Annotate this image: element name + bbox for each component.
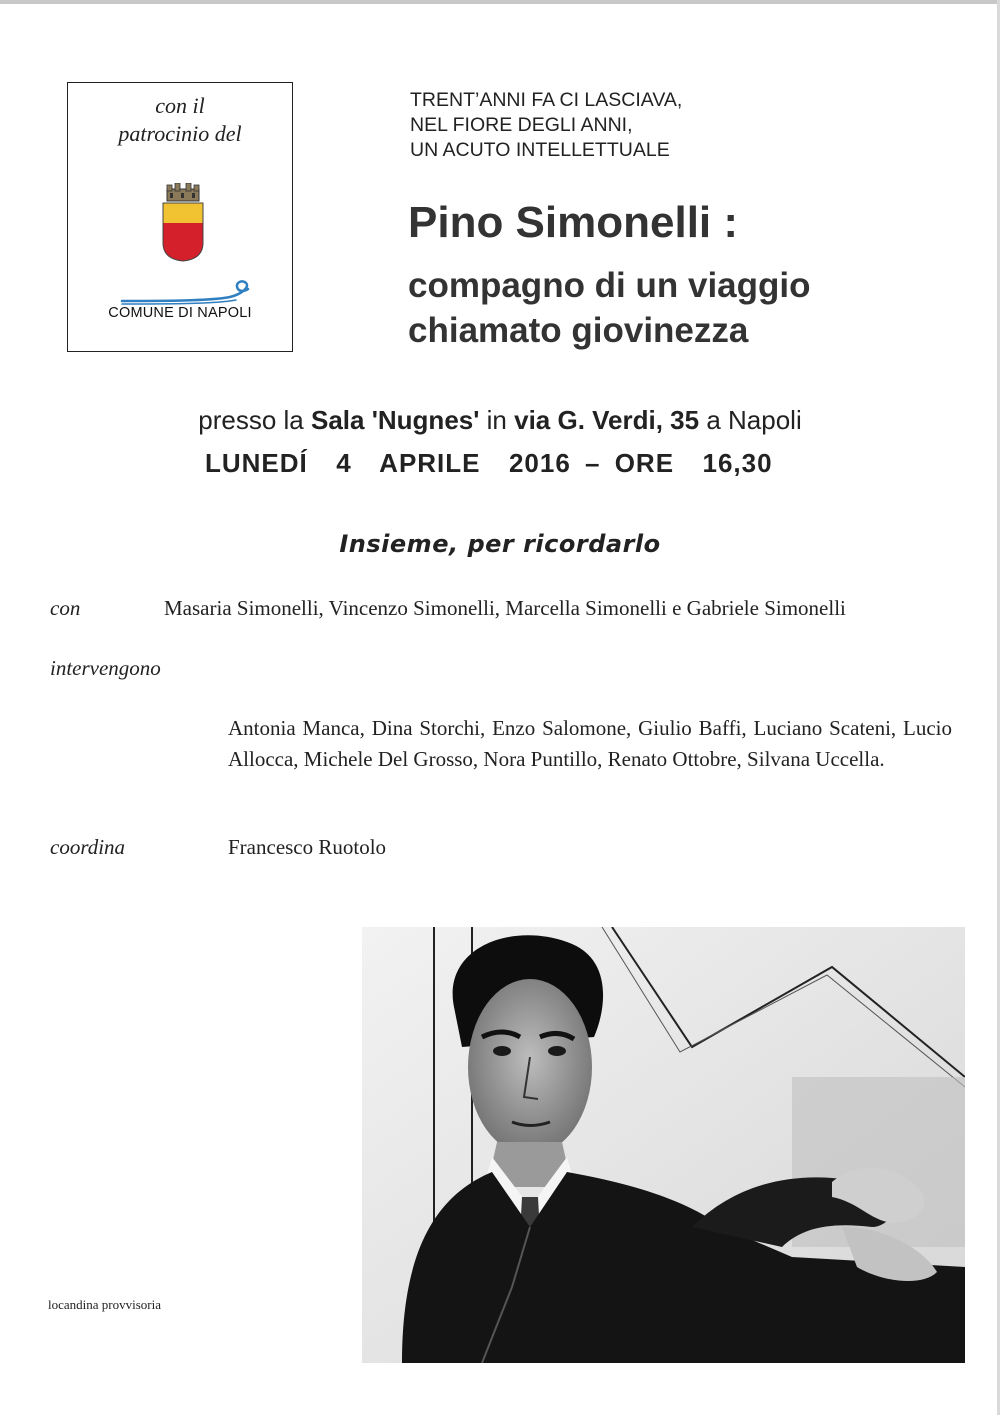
patronage-line-2: patrocinio del — [118, 121, 242, 146]
tagline-line-1: TRENT’ANNI FA CI LASCIAVA, — [410, 89, 683, 111]
with-label: con — [50, 596, 81, 620]
provisional-poster-note: locandina provvisoria — [48, 1297, 161, 1312]
portrait-photo — [362, 927, 965, 1363]
together-heading: Insieme, per ricordarlo — [339, 530, 661, 558]
venue-line — [0, 405, 1000, 436]
wave-logo-icon — [120, 279, 260, 305]
event-subtitle-line-1: compagno di un viaggio — [408, 266, 811, 305]
tagline-line-3: UN ACUTO INTELLETTUALE — [410, 139, 670, 161]
venue-prefix: presso la — [198, 405, 311, 435]
event-date-time: LUNEDÍ 4 APRILE 2016 – ORE 16,30 — [205, 448, 773, 478]
speakers-label: intervengono — [50, 656, 161, 680]
naples-coat-of-arms-icon — [161, 183, 205, 263]
venue-suffix: a Napoli — [699, 405, 802, 435]
coordinator-name: Francesco Ruotolo — [228, 835, 387, 859]
speakers-names: Antonia Manca, Dina Storchi, Enzo Salomone, Giulio Baffi, Luciano Scateni, Lucio Allocca, Michele Del Grosso, Nora Puntillo, Renato Ottobre, Silvana Uccella. — [228, 716, 952, 771]
coordinator-label: coordina — [50, 835, 126, 859]
venue-mid: in — [479, 405, 515, 435]
event-subtitle-line-2: chiamato giovinezza — [408, 311, 749, 350]
patronage-box — [67, 82, 293, 352]
patronage-line-1: con il — [155, 93, 205, 118]
venue-street: via G. Verdi, 35 — [514, 405, 700, 435]
tagline — [410, 88, 970, 163]
with-names: Masaria Simonelli, Vincenzo Simonelli, Marcella Simonelli e Gabriele Simonelli — [164, 596, 846, 620]
event-title: Pino Simonelli : — [408, 198, 739, 247]
comune-di-napoli-label: COMUNE DI NAPOLI — [108, 305, 252, 321]
scan-edge-top — [0, 0, 1000, 4]
venue-hall: Sala 'Nugnes' — [311, 405, 480, 435]
tagline-line-2: NEL FIORE DEGLI ANNI, — [410, 114, 633, 136]
